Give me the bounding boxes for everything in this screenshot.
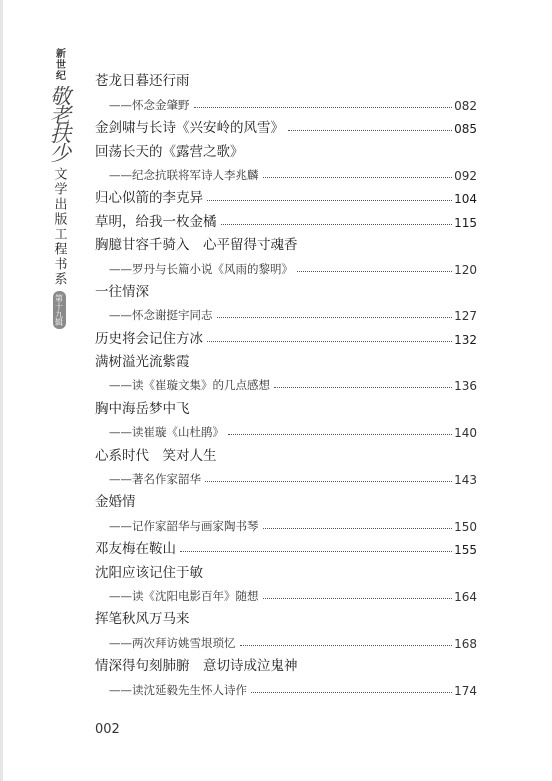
toc-entry-title: ——两次拜访姚雪垠琐忆 — [109, 635, 236, 650]
toc-entry — [95, 417, 477, 440]
toc-entry — [95, 440, 477, 463]
toc-entry — [95, 651, 477, 674]
toc-entry-page: 136 — [454, 379, 477, 394]
toc-entry-page: 164 — [454, 589, 477, 604]
series-column — [39, 48, 79, 329]
toc-entry-title: ——罗丹与长篇小说《风雨的黎明》 — [109, 261, 293, 276]
toc-entry-title: 一往情深 — [95, 283, 149, 300]
toc-entry-page: 092 — [454, 168, 477, 183]
toc-entry-title: ——怀念金肇野 — [109, 97, 190, 112]
toc-entry — [95, 674, 477, 697]
toc-entry-page: 120 — [454, 262, 477, 277]
toc-entry — [95, 627, 477, 650]
toc-entry-title: 胸臆甘容千骑入 心平留得寸魂香 — [95, 237, 298, 254]
toc-entry-page: 140 — [454, 426, 477, 441]
dot-leader — [194, 107, 453, 108]
toc-entry-title: ——读沈延毅先生怀人诗作 — [109, 682, 247, 697]
toc-entry-title: ——著名作家韶华 — [109, 472, 201, 487]
toc-entry-page: 174 — [454, 683, 477, 698]
dot-leader — [251, 692, 452, 693]
toc-entry-page: 104 — [454, 192, 477, 207]
toc-entry-title: ——纪念抗联将军诗人李兆麟 — [109, 167, 259, 182]
toc-entry — [95, 347, 477, 370]
toc-entry — [95, 581, 477, 604]
toc-entry-title: 邓友梅在鞍山 — [95, 541, 176, 558]
toc-entry-page: 085 — [454, 122, 477, 137]
toc-entry-title: ——怀念谢挺宇同志 — [109, 308, 213, 323]
series-volume-badge: 第十九辑 — [53, 291, 66, 329]
toc-entry-title: 历史将会记住方冰 — [95, 330, 203, 347]
dot-leader — [180, 551, 452, 552]
toc-entry — [95, 604, 477, 627]
toc-entry-title: 回荡长天的《露营之歌》 — [95, 143, 244, 160]
toc-entry — [95, 464, 477, 487]
toc-entry — [95, 510, 477, 533]
dot-leader — [263, 598, 453, 599]
toc-entry-title: 胸中海岳梦中飞 — [95, 400, 190, 417]
dot-leader — [263, 528, 453, 529]
toc-entry — [95, 160, 477, 183]
toc-entry-page: 127 — [454, 309, 477, 324]
toc-entry-title: 金婚情 — [95, 494, 136, 511]
dot-leader — [228, 434, 452, 435]
toc-entry-title: 沈阳应该记住于敏 — [95, 564, 203, 581]
toc-entry — [95, 323, 477, 346]
dot-leader — [297, 271, 452, 272]
toc-entry — [95, 534, 477, 557]
toc-entry — [95, 183, 477, 206]
toc-entry-page: 150 — [454, 519, 477, 534]
toc-entry — [95, 66, 477, 89]
toc-entry — [95, 300, 477, 323]
toc-entry-page: 168 — [454, 636, 477, 651]
toc-entry-title: 满树溢光流紫霞 — [95, 354, 190, 371]
toc-entry-title: 金剑啸与长诗《兴安岭的风雪》 — [95, 120, 284, 137]
toc-entry-title: 挥笔秋风万马来 — [95, 611, 190, 628]
toc-entry-title: ——读《崔璇文集》的几点感想 — [109, 378, 270, 393]
dot-leader — [274, 387, 452, 388]
dot-leader — [240, 645, 453, 646]
toc-entry-title: ——读《沈阳电影百年》随想 — [109, 588, 259, 603]
dot-leader — [263, 177, 453, 178]
toc-entry-title: 心系时代 笑对人生 — [95, 447, 217, 464]
dot-leader — [205, 481, 452, 482]
toc-entry-title: 苍龙日暮还行雨 — [95, 73, 190, 90]
toc-entry — [95, 393, 477, 416]
dot-leader — [217, 317, 453, 318]
toc-entry-title: 情深得句刻肺腑 意切诗成泣鬼神 — [95, 658, 298, 675]
toc-entry — [95, 557, 477, 580]
toc-entry — [95, 277, 477, 300]
toc-entry — [95, 487, 477, 510]
toc-entry-page: 143 — [454, 473, 477, 488]
toc-entry — [95, 113, 477, 136]
toc-entry-title: 归心似箭的李克异 — [95, 190, 203, 207]
toc-entry-title: ——读崔璇《山杜鹃》 — [109, 425, 224, 440]
dot-leader — [288, 130, 452, 131]
dot-leader — [207, 200, 452, 201]
toc-entry-title: ——记作家韶华与画家陶书琴 — [109, 518, 259, 533]
toc-entry-page: 155 — [454, 543, 477, 558]
toc-entry — [95, 253, 477, 276]
toc-entry — [95, 136, 477, 159]
series-small-label: 新世纪 — [53, 48, 65, 81]
page-number: 002 — [95, 722, 120, 737]
table-of-contents — [95, 66, 477, 698]
toc-entry-page: 132 — [454, 332, 477, 347]
toc-entry — [95, 206, 477, 229]
toc-entry-page: 082 — [454, 98, 477, 113]
dot-leader — [221, 224, 453, 225]
toc-entry — [95, 370, 477, 393]
toc-entry — [95, 230, 477, 253]
series-title: 文学出版工程书系 — [51, 167, 67, 287]
toc-entry — [95, 89, 477, 112]
toc-entry-title: 草明，给我一枚金橘 — [95, 213, 217, 230]
series-calligraphy: 敬老扶少 — [47, 85, 72, 161]
toc-entry-page: 115 — [454, 215, 477, 230]
dot-leader — [207, 341, 452, 342]
